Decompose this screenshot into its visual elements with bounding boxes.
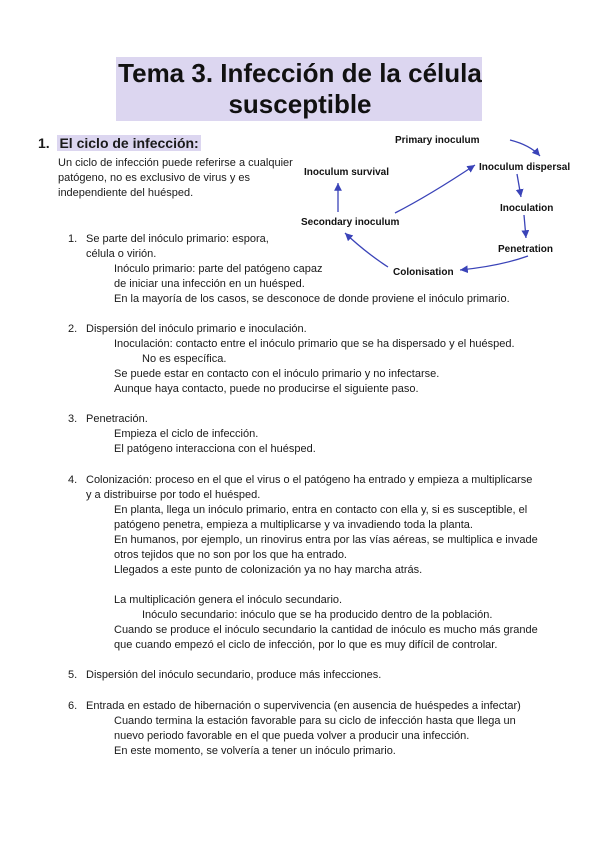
list-item-detail: Cuando termina la estación favorable para su ciclo de infección hasta que llega un (114, 715, 516, 727)
list-item-text: Entrada en estado de hibernación o supervivencia (en ausencia de huéspedes a infectar) (86, 700, 521, 712)
list-number: 1. (68, 233, 78, 245)
list-number: 4. (68, 474, 78, 486)
diagram-label-secondary-inoculum: Secondary inoculum (301, 217, 400, 228)
list-item-detail: En humanos, por ejemplo, un rinovirus entra por las vías aéreas, se multiplica e invade (114, 534, 538, 546)
list-item-detail: de iniciar una infección en un huésped. (114, 278, 305, 290)
intro-paragraph: Un ciclo de infección puede referirse a cualquier patógeno, no es exclusivo de virus y es independiente del huésped. (58, 157, 293, 199)
arrow-colonisation-to-secondary (345, 233, 388, 267)
diagram-label-colonisation: Colonisation (393, 267, 454, 278)
list-item-text: Colonización: proceso en el que el virus o el patógeno ha entrado y empieza a multiplicarse (86, 474, 533, 486)
list-number: 2. (68, 323, 78, 335)
arrow-penetration-to-colonisation (460, 256, 528, 270)
list-item-detail: que cuando empezó el ciclo de infección, por lo que es muy difícil de controlar. (114, 639, 498, 651)
diagram-label-inoculation: Inoculation (500, 203, 554, 214)
list-item-detail: patógeno penetra, empieza a multiplicarse y va invadiendo toda la planta. (114, 519, 473, 531)
list-item-detail: Inoculación: contacto entre el inóculo primario que se ha dispersado y el huésped. (114, 338, 515, 350)
arrow-dispersal-to-inoculation (517, 174, 521, 197)
diagram-label-inoculum-survival: Inoculum survival (304, 167, 390, 178)
list-number: 6. (68, 700, 78, 712)
list-item-detail: En planta, llega un inóculo primario, entra en contacto con ella y, si es susceptible, el (114, 504, 528, 516)
list-item-detail: El patógeno interacciona con el huésped. (114, 443, 316, 455)
list-number: 5. (68, 669, 78, 681)
list-item-text: y a distribuirse por todo el huésped. (86, 489, 261, 501)
section-number: 1. (38, 135, 50, 151)
list-item-text: Se parte del inóculo primario: espora, (86, 233, 269, 245)
list-item-detail: Empieza el ciclo de infección. (114, 428, 259, 440)
list-number: 3. (68, 413, 78, 425)
list-item-detail: Cuando se produce el inóculo secundario la cantidad de inóculo es mucho más grande (114, 624, 538, 636)
list-item-detail: otros tejidos que no son por los que ha entrado. (114, 549, 347, 561)
list-item-detail: Aunque haya contacto, puede no producirse el siguiente paso. (114, 383, 419, 395)
list-item-subdetail: No es específica. (142, 353, 227, 365)
list-item-detail: En este momento, se volvería a tener un inóculo primario. (114, 745, 396, 757)
arrow-inoculation-to-penetration (524, 215, 526, 238)
section-title: El ciclo de infección: (59, 135, 199, 151)
list-item-detail: La multiplicación genera el inóculo secundario. (114, 594, 343, 606)
list-item-text: célula o virión. (86, 248, 157, 260)
diagram-label-inoculum-dispersal: Inoculum dispersal (479, 162, 571, 173)
list-item-detail: Inóculo primario: parte del patógeno capaz (114, 263, 323, 275)
list-item-text: Penetración. (86, 413, 148, 425)
list-item-text: Dispersión del inóculo secundario, produce más infecciones. (86, 669, 382, 681)
list-item-subdetail: Inóculo secundario: inóculo que se ha producido dentro de la población. (142, 609, 493, 621)
arrow-secondary-to-dispersal (395, 165, 475, 213)
list-item-detail: Se puede estar en contacto con el inóculo primario y no infectarse. (114, 368, 440, 380)
diagram-label-primary-inoculum: Primary inoculum (395, 135, 480, 146)
list-item-detail: En la mayoría de los casos, se desconoce de donde proviene el inóculo primario. (114, 293, 510, 305)
page-title: Tema 3. Infección de la célula susceptible (118, 58, 482, 119)
arrow-primary-to-dispersal (510, 140, 540, 156)
diagram-label-penetration: Penetration (498, 244, 554, 255)
list-item-detail: Llegados a este punto de colonización ya no hay marcha atrás. (114, 564, 423, 576)
list-item-text: Dispersión del inóculo primario e inoculación. (86, 323, 307, 335)
list-item-detail: nuevo periodo favorable en el que pueda volver a producir una infección. (114, 730, 470, 742)
